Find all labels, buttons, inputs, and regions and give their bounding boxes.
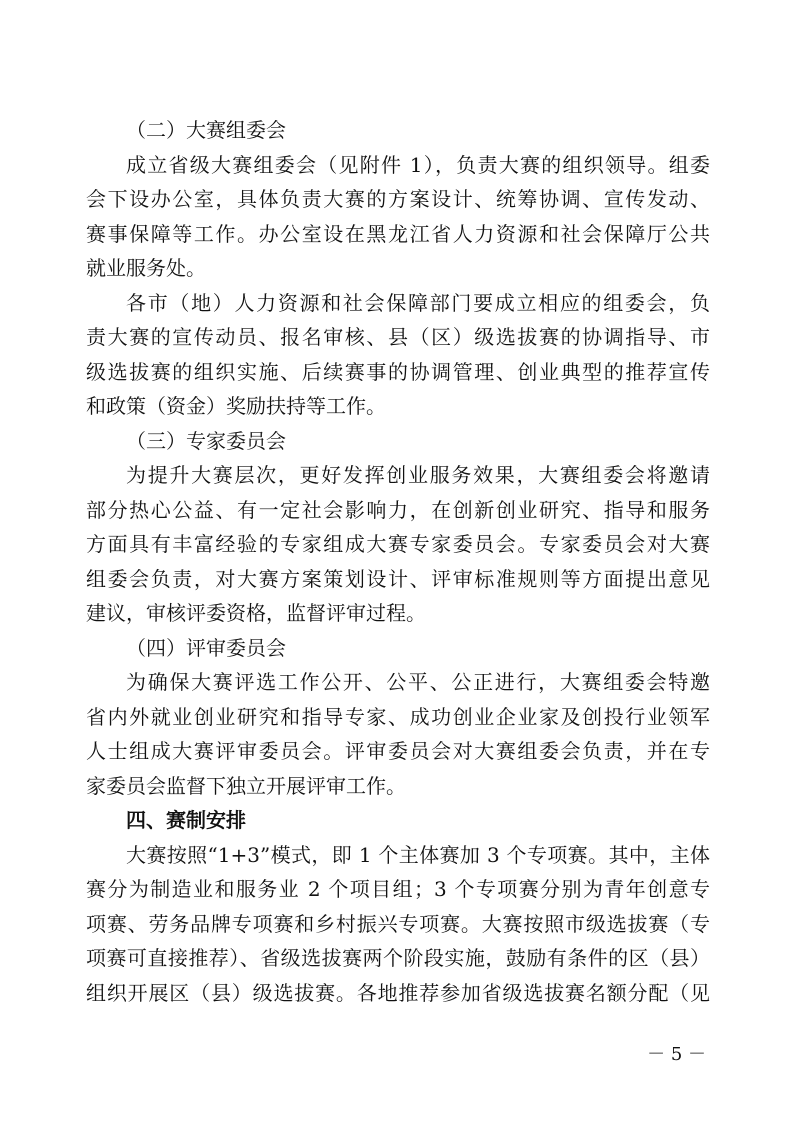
document-body [86,113,710,1010]
section-heading: （三）专家委员会 [126,428,286,453]
text-line: 人士组成大赛评审委员会。评审委员会对大赛组委会负责，并在专 [86,739,710,763]
text-line: 组织开展区（县）级选拔赛。各地推荐参加省级选拔赛名额分配（见 [86,980,710,1005]
text-line: 建议，审核评委资格，监督评审过程。 [86,601,426,625]
page-number: － 5 － [647,1044,706,1065]
text-line: 和政策（资金）奖励扶持等工作。 [86,394,386,418]
text-line: 责大赛的宣传动员、报名审核、县（区）级选拔赛的协调指导、市 [86,325,710,349]
text-line: 赛事保障等工作。办公室设在黑龙江省人力资源和社会保障厅公共 [86,221,710,246]
paragraph [86,148,710,286]
text-line: 省内外就业创业研究和指导专家、成功创业企业家及创投行业领军 [86,704,710,729]
text-line: 项赛、劳务品牌专项赛和乡村振兴专项赛。大赛按照市级选拔赛（专 [86,911,710,936]
section-heading: 四、赛制安排 [126,808,246,832]
text-line: 家委员会监督下独立开展评审工作。 [86,773,406,798]
text-line: 部分热心公益、有一定社会影响力，在创新创业研究、指导和服务 [86,497,710,522]
text-line: 赛分为制造业和服务业 2 个项目组；3 个专项赛分别为青年创意专 [86,877,710,901]
text-line: 就业服务处。 [86,256,206,280]
paragraph [86,286,710,424]
text-line: 会下设办公室，具体负责大赛的方案设计、统筹协调、宣传发动、 [86,187,710,211]
text-line: 项赛可直接推荐）、省级选拔赛两个阶段实施，鼓励有条件的区（县） [86,946,710,970]
text-line: 为提升大赛层次，更好发挥创业服务效果，大赛组委会将邀请 [126,463,710,487]
section-heading: （二）大赛组委会 [126,118,286,142]
paragraph [86,838,710,1011]
text-line: 成立省级大赛组委会（见附件 1），负责大赛的组织领导。组委 [126,152,710,177]
paragraph [86,458,710,631]
text-line: 为确保大赛评选工作公开、公平、公正进行，大赛组委会特邀 [126,670,710,694]
paragraph [86,665,710,803]
text-line: 各市（地）人力资源和社会保障部门要成立相应的组委会，负 [126,290,710,315]
text-line: 大赛按照“1+3”模式，即 1 个主体赛加 3 个专项赛。其中，主体 [126,842,710,867]
section-heading: （四）评审委员会 [126,635,286,660]
text-line: 组委会负责，对大赛方案策划设计、评审标准规则等方面提出意见 [86,566,710,591]
text-line: 级选拔赛的组织实施、后续赛事的协调管理、创业典型的推荐宣传 [86,359,710,384]
text-line: 方面具有丰富经验的专家组成大赛专家委员会。专家委员会对大赛 [86,532,710,556]
